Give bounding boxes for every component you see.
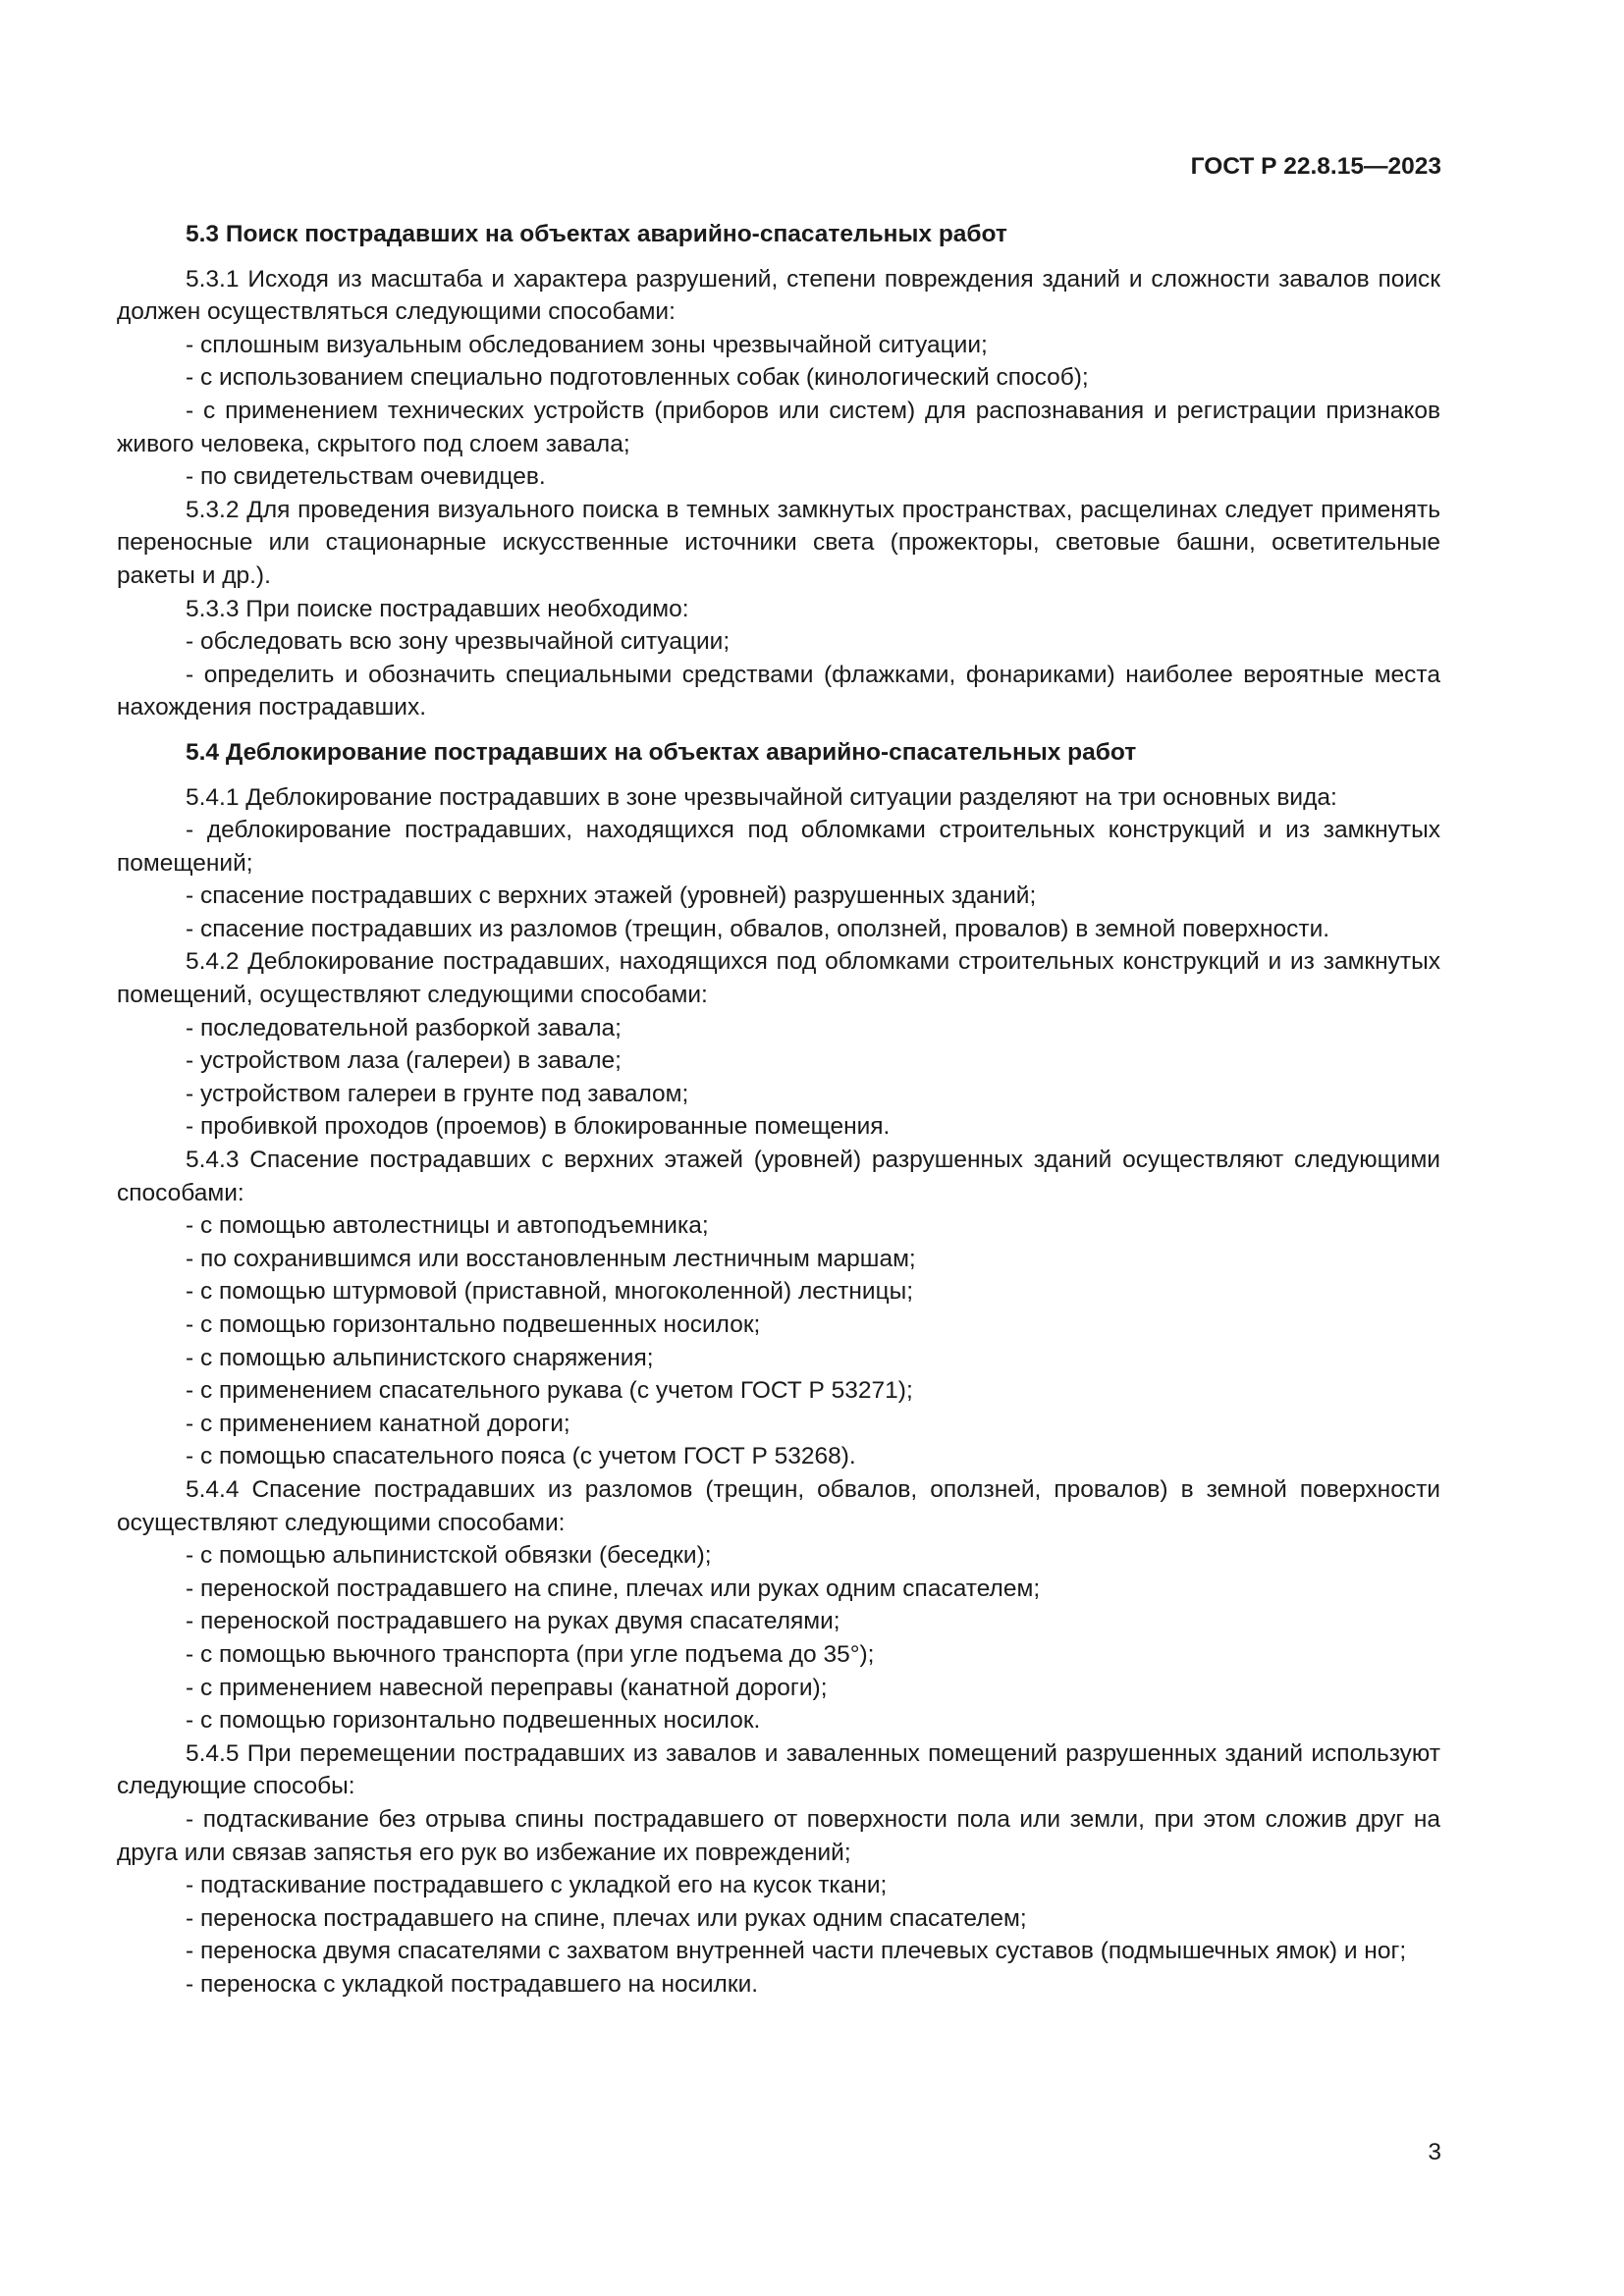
list-item: - переноска пострадавшего на спине, плечах или руках одним спасателем; [186, 1904, 1027, 1932]
list-item: - деблокирование пострадавших, находящихся под обломками строительных конструкций и из замкнутых помещений; [117, 817, 1440, 877]
clause-paragraph: 5.4.2 Деблокирование пострадавших, находящихся под обломками строительных конструкций и из замкнутых помещений, осуществляют следующими способами: [117, 948, 1440, 1009]
list-item: - переноской пострадавшего на руках двумя спасателями; [186, 1608, 840, 1635]
list-item: - с использованием специально подготовленных собак (кинологический способ); [186, 364, 1089, 392]
list-item: - последовательной разборкой завала; [186, 1014, 622, 1041]
list-item: - переноска с укладкой пострадавшего на носилки. [186, 1970, 759, 1998]
clause-paragraph: 5.3.1 Исходя из масштаба и характера разрушений, степени повреждения зданий и сложности завалов поиск должен осуществляться следующими способами: [117, 265, 1440, 326]
list-item: - устройством лаза (галереи) в завале; [186, 1047, 622, 1075]
section-heading: 5.3 Поиск пострадавших на объектах аварийно-спасательных работ [186, 221, 1007, 247]
clause-paragraph: 5.3.3 При поиске пострадавших необходимо: [186, 595, 689, 622]
clause-paragraph: 5.3.2 Для проведения визуального поиска в темных замкнутых пространствах, расщелинах следует применять переносные или стационарные искусственные источники света (прожекторы, световые башни, осветительные ракеты и др.). [117, 496, 1440, 589]
list-item: - с помощью альпинистской обвязки (беседки); [186, 1542, 712, 1570]
list-item: - устройством галереи в грунте под завалом; [186, 1080, 689, 1107]
list-item: - с помощью вьючного транспорта (при угле подъема до 35°); [186, 1640, 875, 1668]
list-item: - с применением спасательного рукава (с учетом ГОСТ Р 53271); [186, 1377, 913, 1405]
list-item: - пробивкой проходов (проемов) в блокированные помещения. [186, 1113, 891, 1141]
list-item: - сплошным визуальным обследованием зоны чрезвычайной ситуации; [186, 331, 988, 358]
list-item: - подтаскивание без отрыва спины пострадавшего от поверхности пола или земли, при этом сложив друг на друга или связав запястья его рук во избежание их повреждений; [117, 1805, 1440, 1866]
list-item: - с помощью горизонтально подвешенных носилок; [186, 1311, 761, 1338]
list-item: - обследовать всю зону чрезвычайной ситуации; [186, 628, 731, 656]
list-item: - определить и обозначить специальными средствами (флажками, фонариками) наиболее вероятные места нахождения пострадавших. [117, 661, 1440, 721]
list-item: - переноской пострадавшего на спине, плечах или руках одним спасателем; [186, 1575, 1041, 1602]
list-item: - с применением технических устройств (приборов или систем) для распознавания и регистрации признаков живого человека, скрытого под слоем завала; [117, 397, 1440, 457]
list-item: - с помощью штурмовой (приставной, многоколенной) лестницы; [186, 1278, 914, 1306]
section-heading: 5.4 Деблокирование пострадавших на объектах аварийно-спасательных работ [186, 738, 1137, 766]
clause-paragraph: 5.4.5 При перемещении пострадавших из завалов и заваленных помещений разрушенных зданий используют следующие способы: [117, 1739, 1440, 1800]
list-item: - переноска двумя спасателями с захватом внутренней части плечевых суставов (подмышечных ямок) и ног; [186, 1938, 1407, 1965]
list-item: - с применением навесной переправы (канатной дороги); [186, 1674, 828, 1701]
list-item: - по сохранившимся или восстановленным лестничным маршам; [186, 1245, 916, 1272]
list-item: - с помощью горизонтально подвешенных носилок. [186, 1707, 761, 1735]
clause-paragraph: 5.4.4 Спасение пострадавших из разломов (трещин, обвалов, оползней, провалов) в земной поверхности осуществляют следующими способами: [117, 1475, 1440, 1536]
clause-paragraph: 5.4.1 Деблокирование пострадавших в зоне чрезвычайной ситуации разделяют на три основных вида: [186, 783, 1337, 811]
document-number: ГОСТ Р 22.8.15—2023 [1190, 153, 1441, 180]
list-item: - с применением канатной дороги; [186, 1410, 570, 1437]
document-body [117, 218, 1440, 2001]
list-item: - подтаскивание пострадавшего с укладкой его на кусок ткани; [186, 1872, 888, 1899]
clause-paragraph: 5.4.3 Спасение пострадавших с верхних этажей (уровней) разрушенных зданий осуществляют следующими способами: [117, 1147, 1440, 1206]
list-item: - с помощью альпинистского снаряжения; [186, 1344, 654, 1371]
list-item: - с помощью спасательного пояса (с учетом ГОСТ Р 53268). [186, 1443, 856, 1470]
page-number: 3 [1428, 2139, 1441, 2165]
list-item: - спасение пострадавших с верхних этажей (уровней) разрушенных зданий; [186, 882, 1037, 910]
list-item: - по свидетельствам очевидцев. [186, 463, 546, 491]
list-item: - спасение пострадавших из разломов (трещин, обвалов, оползней, провалов) в земной поверхности. [186, 915, 1330, 942]
list-item: - с помощью автолестницы и автоподъемника; [186, 1212, 709, 1240]
